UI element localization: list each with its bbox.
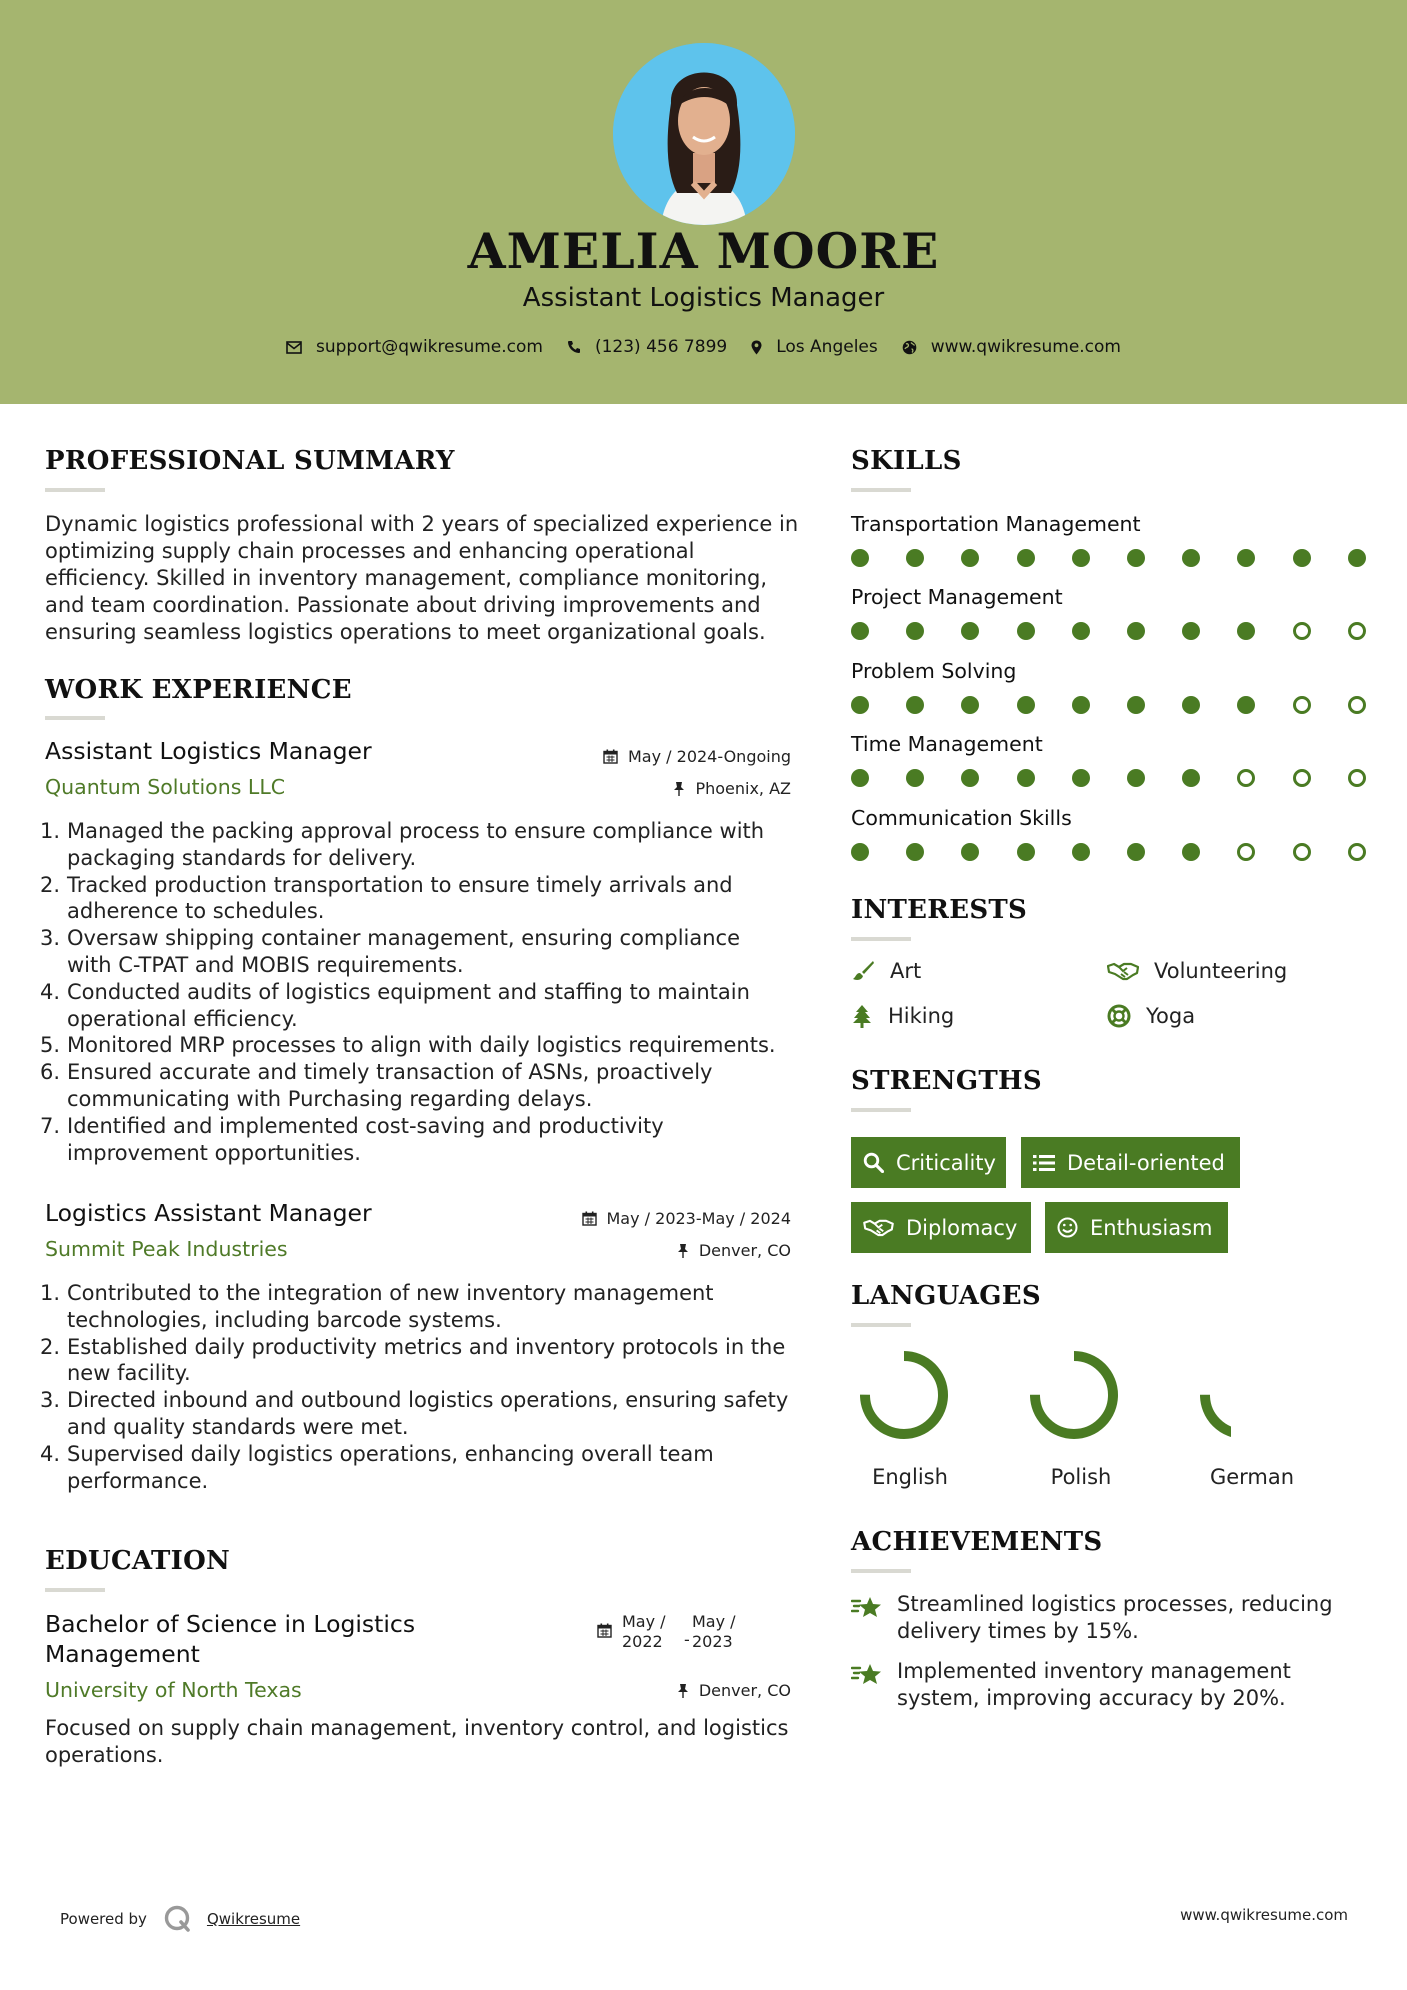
handshake-icon [1107, 961, 1139, 981]
qwikresume-logo-icon [163, 1904, 193, 1934]
rating-dot-filled [1017, 696, 1035, 714]
interest-label: Art [890, 959, 922, 983]
list-item: 3. Directed inbound and outbound logistics operations, ensuring safety and quality standards were met. [40, 1388, 789, 1439]
summary-text [45, 511, 805, 646]
rating-dot-filled [906, 549, 924, 567]
language-name: English [872, 1465, 948, 1489]
rating-dot-filled [1072, 843, 1090, 861]
skill-name: Communication Skills [851, 806, 1072, 830]
rating-dot-filled [1127, 549, 1145, 567]
pushpin-icon [677, 1243, 689, 1258]
strength-label: Criticality [896, 1150, 996, 1175]
summary-line: Dynamic logistics professional with 2 years of specialized experience in [45, 512, 799, 536]
achievements-rule [851, 1569, 911, 1573]
rating-dot-filled [961, 769, 979, 787]
rating-dot-empty [1293, 622, 1311, 640]
rating-dot-empty [1237, 843, 1255, 861]
job-dates [560, 747, 791, 766]
search-icon [863, 1152, 884, 1173]
footer-url[interactable]: www.qwikresume.com [1180, 1906, 1348, 1924]
rating-dot-filled [1182, 769, 1200, 787]
rating-dot-empty [1348, 622, 1366, 640]
skill-name: Transportation Management [851, 512, 1141, 536]
skill-name: Problem Solving [851, 659, 1017, 683]
achievements-heading: ACHIEVEMENTS [851, 1527, 1103, 1557]
skill-name: Time Management [851, 732, 1043, 756]
summary-line: ensuring seamless logistics operations to meet organizational goals. [45, 620, 766, 644]
achievement-text: Implemented inventory management system, improving accuracy by 20%. [897, 1659, 1291, 1710]
paintbrush-icon [851, 960, 875, 982]
contact-bar [0, 337, 1407, 357]
candidate-name: AMELIA MOORE [467, 222, 940, 280]
calendar-icon [603, 749, 618, 764]
education-heading: EDUCATION [45, 1546, 231, 1576]
rating-dot-filled [906, 769, 924, 787]
rating-dot-filled [1182, 696, 1200, 714]
job-dates [540, 1209, 791, 1228]
rating-dot-filled [1348, 549, 1366, 567]
skill-rating [851, 843, 1360, 861]
job-duties [40, 1280, 800, 1494]
interests-heading: INTERESTS [851, 895, 1028, 925]
rating-dot-filled [1017, 769, 1035, 787]
skill-rating [851, 696, 1360, 714]
smile-icon [1057, 1217, 1078, 1238]
language-name: German [1209, 1465, 1295, 1489]
contact-website-text: www.qwikresume.com [930, 337, 1121, 357]
degree-title: Bachelor of Science in Logistics Management [45, 1610, 416, 1668]
list-item: 3. Oversaw shipping container management, ensuring compliance with C-TPAT and MOBIS requirements. [40, 926, 741, 977]
summary-line: optimizing supply chain processes and enhancing operational [45, 539, 695, 563]
rating-dot-filled [1237, 622, 1255, 640]
rating-dot-empty [1348, 696, 1366, 714]
calendar-icon [582, 1211, 597, 1226]
job-title: Logistics Assistant Manager [45, 1199, 372, 1227]
resume-header [0, 0, 1407, 404]
job-dates-text: May / 2023-May / 2024 [606, 1209, 791, 1228]
rating-dot-filled [906, 696, 924, 714]
interest-label: Hiking [888, 1004, 955, 1028]
skills-rule [851, 488, 911, 492]
profile-photo [613, 43, 795, 225]
skill-name: Project Management [851, 585, 1063, 609]
job-title: Assistant Logistics Manager [45, 737, 372, 765]
strength-badge [851, 1202, 1031, 1253]
contact-phone-text: (123) 456 7899 [594, 337, 728, 357]
rating-dot-empty [1348, 769, 1366, 787]
globe-icon [902, 340, 917, 355]
skills-heading: SKILLS [851, 446, 962, 476]
list-item: 4. Supervised daily logistics operations, enhancing overall team performance. [40, 1441, 714, 1493]
job-location [560, 779, 791, 798]
handshake-icon [863, 1218, 894, 1237]
education-rule [45, 1588, 105, 1592]
contact-email[interactable] [286, 337, 543, 357]
company-name: Summit Peak Industries [45, 1237, 288, 1261]
interest-item [1107, 1004, 1195, 1028]
education-end: May / 2023 [692, 1612, 736, 1651]
rating-dot-filled [1017, 622, 1035, 640]
star-icon [851, 1662, 884, 1686]
job-location-text: Phoenix, AZ [695, 779, 791, 798]
rating-dot-filled [1182, 843, 1200, 861]
job-location-text: Denver, CO [698, 1241, 791, 1260]
language-rings [851, 1340, 1231, 1450]
map-pin-icon [751, 340, 762, 355]
job-duties [40, 818, 800, 1166]
list-item: 7. Identified and implemented cost-saving and productivity improvement opportunities. [40, 1113, 664, 1165]
language-name: Polish [1050, 1465, 1112, 1489]
rating-dot-filled [1127, 769, 1145, 787]
achievement-text: Streamlined logistics processes, reducing delivery times by 15%. [897, 1592, 1333, 1643]
strength-badge [851, 1137, 1006, 1188]
education-dates [597, 1612, 736, 1652]
powered-by-label: Powered by [60, 1910, 147, 1928]
school-name: University of North Texas [45, 1678, 302, 1702]
rating-dot-filled [1127, 843, 1145, 861]
rating-dot-filled [1127, 622, 1145, 640]
envelope-icon [286, 341, 302, 354]
rating-dot-filled [1237, 696, 1255, 714]
qwikresume-link[interactable]: Qwikresume [206, 1910, 301, 1928]
education-location [560, 1681, 791, 1700]
skill-rating [851, 549, 1360, 567]
interest-item [851, 959, 921, 983]
interest-label: Yoga [1146, 1004, 1196, 1028]
education-description: Focused on supply chain management, inventory control, and logistics operations. [45, 1716, 789, 1767]
rating-dot-filled [1127, 696, 1145, 714]
rating-dot-filled [1017, 549, 1035, 567]
rating-dot-filled [1182, 622, 1200, 640]
contact-location [751, 337, 878, 357]
rating-dot-filled [961, 622, 979, 640]
list-item: 1. Contributed to the integration of new inventory management technologies, including barcode systems. [40, 1281, 714, 1332]
rating-dot-empty [1293, 696, 1311, 714]
candidate-role: Assistant Logistics Manager [522, 283, 885, 313]
summary-line: efficiency. Skilled in inventory management, compliance monitoring, [45, 566, 768, 590]
languages-rule [851, 1323, 911, 1327]
language-ring [1205, 1356, 1231, 1434]
rating-dot-filled [961, 549, 979, 567]
rating-dot-filled [961, 843, 979, 861]
footer-powered-by [60, 1904, 300, 1934]
rating-dot-filled [851, 769, 869, 787]
summary-line: and team coordination. Passionate about driving improvements and [45, 593, 761, 617]
interest-item [851, 1004, 954, 1028]
rating-dot-filled [851, 622, 869, 640]
rating-dot-empty [1293, 843, 1311, 861]
experience-rule [45, 716, 105, 720]
contact-website[interactable] [902, 337, 1121, 357]
education-start: May / 2022 [622, 1612, 666, 1651]
experience-heading: WORK EXPERIENCE [45, 675, 352, 705]
summary-rule [45, 488, 105, 492]
rating-dot-empty [1348, 843, 1366, 861]
company-name: Quantum Solutions LLC [45, 775, 286, 799]
rating-dot-filled [1182, 549, 1200, 567]
phone-icon [567, 340, 581, 354]
rating-dot-filled [906, 622, 924, 640]
strength-label: Detail-oriented [1067, 1150, 1225, 1175]
lifebuoy-icon [1107, 1004, 1131, 1028]
rating-dot-filled [851, 696, 869, 714]
interest-item [1107, 959, 1287, 983]
strength-label: Enthusiasm [1090, 1215, 1213, 1240]
date-separator: - [684, 1630, 690, 1649]
list-item: 4. Conducted audits of logistics equipment and staffing to maintain operational efficiency. [40, 979, 750, 1031]
list-icon [1033, 1154, 1055, 1172]
strength-badge [1045, 1202, 1228, 1253]
tree-icon [851, 1004, 873, 1028]
calendar-icon [597, 1623, 612, 1638]
job-dates-text: May / 2024-Ongoing [628, 747, 791, 766]
contact-email-text: support@qwikresume.com [316, 337, 543, 357]
rating-dot-filled [1072, 549, 1090, 567]
rating-dot-filled [906, 843, 924, 861]
list-item: 2. Tracked production transportation to ensure timely arrivals and adherence to schedules. [40, 872, 733, 924]
languages-heading: LANGUAGES [851, 1281, 1041, 1311]
list-item: 1. Managed the packing approval process to ensure compliance with packaging standards for delivery. [40, 819, 765, 870]
language-ring [865, 1356, 943, 1434]
pushpin-icon [677, 1683, 689, 1698]
rating-dot-filled [851, 843, 869, 861]
strength-label: Diplomacy [906, 1215, 1018, 1240]
contact-location-text: Los Angeles [776, 337, 878, 357]
strengths-rule [851, 1108, 911, 1112]
strength-badge [1021, 1137, 1240, 1188]
rating-dot-filled [1237, 549, 1255, 567]
pushpin-icon [673, 781, 685, 796]
summary-heading: PROFESSIONAL SUMMARY [45, 446, 455, 476]
achievement-item [851, 1591, 1351, 1645]
rating-dot-empty [1237, 769, 1255, 787]
strengths-heading: STRENGTHS [851, 1066, 1042, 1096]
rating-dot-filled [1293, 549, 1311, 567]
list-item: 6. Ensured accurate and timely transaction of ASNs, proactively communicating with Purchasing regarding delays. [40, 1060, 713, 1111]
list-item: 5. Monitored MRP processes to align with daily logistics requirements. [40, 1033, 776, 1058]
rating-dot-filled [961, 696, 979, 714]
rating-dot-filled [1072, 696, 1090, 714]
contact-phone[interactable] [567, 337, 727, 357]
rating-dot-filled [1017, 843, 1035, 861]
interest-label: Volunteering [1154, 959, 1288, 983]
rating-dot-filled [1072, 622, 1090, 640]
interests-rule [851, 937, 911, 941]
star-icon [851, 1595, 884, 1619]
rating-dot-filled [1072, 769, 1090, 787]
language-ring [1035, 1356, 1113, 1434]
skill-rating [851, 769, 1360, 787]
rating-dot-filled [851, 549, 869, 567]
achievement-item [851, 1658, 1351, 1712]
skill-rating [851, 622, 1360, 640]
education-location-text: Denver, CO [698, 1681, 791, 1700]
list-item: 2. Established daily productivity metrics and inventory protocols in the new facility. [40, 1334, 786, 1386]
rating-dot-empty [1293, 769, 1311, 787]
job-location [560, 1241, 791, 1260]
